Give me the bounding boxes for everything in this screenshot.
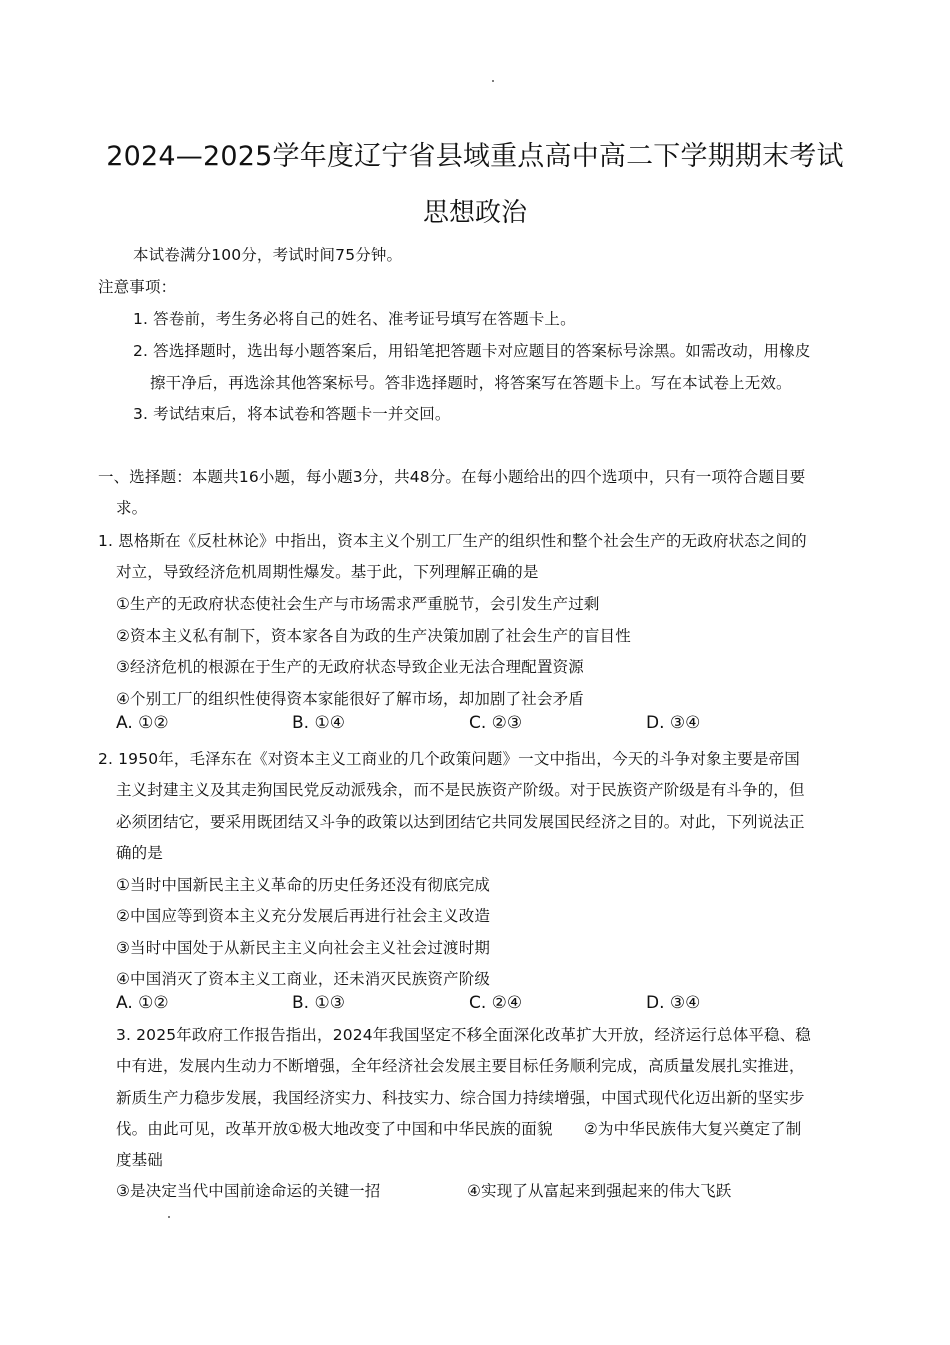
option-d[interactable]: D. ③④ — [646, 713, 701, 733]
exam-subject: 思想政治 — [422, 198, 527, 228]
question-2-item: ④中国消灭了资本主义工商业，还未消灭民族资产阶级 — [116, 970, 490, 988]
notice-item: 1. 答卷前，考生务必将自己的姓名、准考证号填写在答题卡上。 — [133, 310, 576, 328]
question-3-item: ③是决定当代中国前途命运的关键一招 — [116, 1182, 381, 1200]
question-1-item: ①生产的无政府状态使社会生产与市场需求严重脱节，会引发生产过剩 — [116, 595, 600, 613]
option-b[interactable]: B. ①④ — [292, 713, 345, 733]
option-c[interactable]: C. ②③ — [469, 713, 523, 733]
option-a[interactable]: A. ①② — [116, 993, 169, 1013]
question-3-stem: 新质生产力稳步发展，我国经济实力、科技实力、综合国力持续增强，中国式现代化迈出新的坚实步 — [116, 1089, 805, 1107]
question-3-item: ④实现了从富起来到强起来的伟大飞跃 — [467, 1182, 732, 1200]
exam-title: 2024—2025学年度辽宁省县域重点高中高二下学期期末考试 — [106, 141, 844, 172]
option-c[interactable]: C. ②④ — [469, 993, 523, 1013]
notice-heading: 注意事项： — [98, 278, 177, 296]
exam-intro: 本试卷满分100分，考试时间75分钟。 — [133, 246, 403, 264]
notice-item: 2. 答选择题时，选出每小题答案后，用铅笔把答题卡对应题目的答案标号涂黑。如需改动，用橡皮 — [133, 342, 811, 360]
scan-dot-bottom — [168, 1216, 170, 1218]
scan-dot-top — [492, 80, 494, 82]
question-2-item: ③当时中国处于从新民主主义向社会主义社会过渡时期 — [116, 939, 490, 957]
question-2-item: ①当时中国新民主主义革命的历史任务还没有彻底完成 — [116, 876, 490, 894]
question-1-item: ④个别工厂的组织性使得资本家能很好了解市场，却加剧了社会矛盾 — [116, 690, 584, 708]
question-2-stem: 确的是 — [116, 844, 163, 862]
question-1-item: ③经济危机的根源在于生产的无政府状态导致企业无法合理配置资源 — [116, 658, 584, 676]
notice-item: 擦干净后，再选涂其他答案标号。答非选择题时，将答案写在答题卡上。写在本试卷上无效。 — [150, 374, 792, 392]
question-2-stem: 主义封建主义及其走狗国民党反动派残余，而不是民族资产阶级。对于民族资产阶级是有斗争的，但 — [116, 781, 805, 799]
question-3-stem: 中有进，发展内生动力不断增强，全年经济社会发展主要目标任务顺利完成，高质量发展扎实推进， — [116, 1057, 805, 1075]
option-a[interactable]: A. ①② — [116, 713, 169, 733]
section-heading: 一、选择题：本题共16小题，每小题3分，共48分。在每小题给出的四个选项中，只有一项符合题目要 — [98, 468, 806, 486]
question-3-stem: 伐。由此可见，改革开放①极大地改变了中国和中华民族的面貌 ②为中华民族伟大复兴奠定了制 — [116, 1120, 802, 1138]
question-3-stem: 度基础 — [116, 1151, 163, 1169]
section-heading-cont: 求。 — [116, 499, 148, 517]
question-3-stem: 3. 2025年政府工作报告指出，2024年我国坚定不移全面深化改革扩大开放，经济运行总体平稳、稳 — [116, 1026, 811, 1044]
notice-item: 3. 考试结束后，将本试卷和答题卡一并交回。 — [133, 405, 451, 423]
question-2-stem: 2. 1950年，毛泽东在《对资本主义工商业的几个政策问题》一文中指出，今天的斗争对象主要是帝国 — [98, 750, 800, 768]
option-d[interactable]: D. ③④ — [646, 993, 701, 1013]
question-1-stem: 1. 恩格斯在《反杜林论》中指出，资本主义个别工厂生产的组织性和整个社会生产的无政府状态之间的 — [98, 532, 807, 550]
option-b[interactable]: B. ①③ — [292, 993, 345, 1013]
question-1-stem: 对立，导致经济危机周期性爆发。基于此，下列理解正确的是 — [116, 563, 539, 581]
question-2-item: ②中国应等到资本主义充分发展后再进行社会主义改造 — [116, 907, 490, 925]
question-2-stem: 必须团结它，要采用既团结又斗争的政策以达到团结它共同发展国民经济之目的。对此，下列说法正 — [116, 813, 805, 831]
question-1-item: ②资本主义私有制下，资本家各自为政的生产决策加剧了社会生产的盲目性 — [116, 627, 631, 645]
